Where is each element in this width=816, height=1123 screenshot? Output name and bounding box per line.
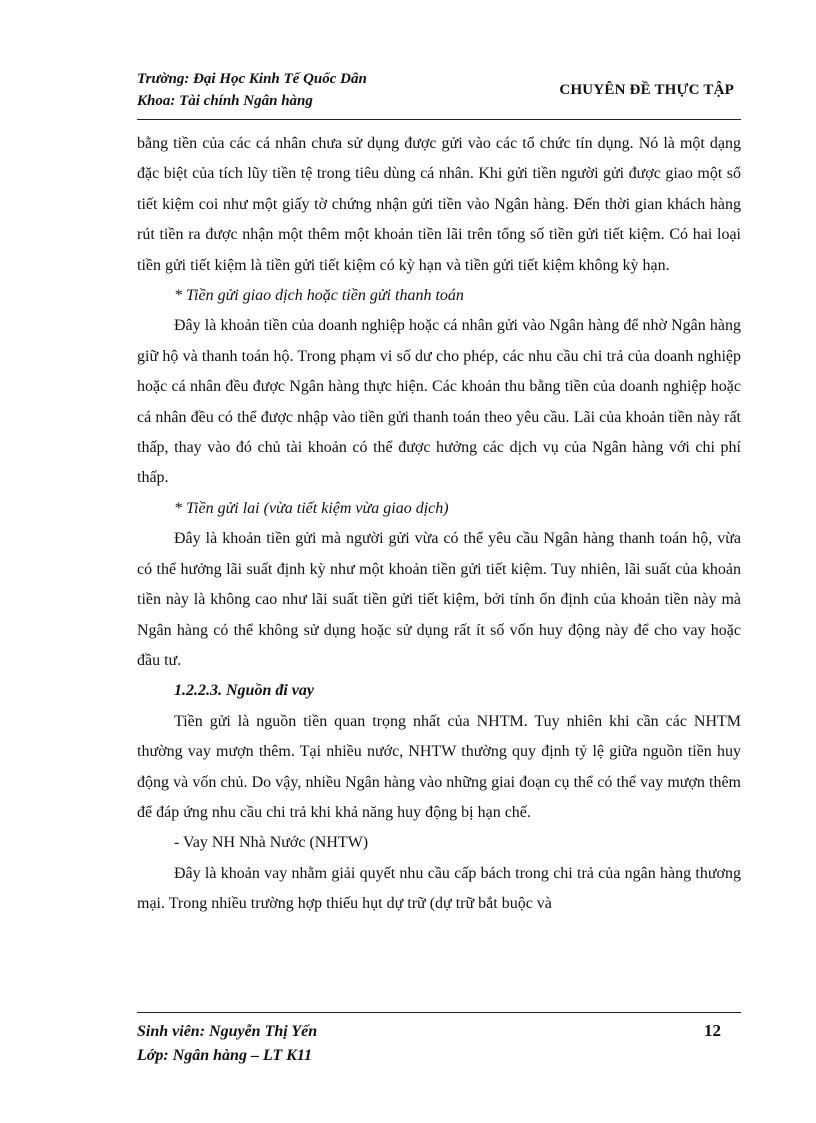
- footer-class: Lớp: Ngân hàng – LT K11: [137, 1047, 312, 1064]
- subheading-transaction-deposit: * Tiền gửi giao dịch hoặc tiền gửi thanh toán: [174, 287, 464, 305]
- paragraph-central-bank-loan: Đây là khoản vay nhằm giải quyết nhu cầu cấp bách trong chi trả của ngân hàng thương mại. Trong nhiều trường hợp thiếu hụt dự trữ (dự trữ bắt buộc và: [137, 864, 741, 913]
- paragraph-hybrid-deposit: Đây là khoản tiền gửi mà người gửi vừa có thể yêu cầu Ngân hàng thanh toán hộ, vừa có thể hưởng lãi suất định kỳ như một khoản tiền gửi tiết kiệm. Tuy nhiên, lãi suất của khoản tiền này là không cao như lãi suất tiền gửi tiết kiệm, bởi tính ổn định của khoản tiền này mà Ngân hàng có thể không sử dụng hoặc sử dụng rất ít số vốn huy động này để cho vay hoặc đầu tư.: [137, 530, 741, 669]
- subheading-central-bank-loan: - Vay NH Nhà Nước (NHTW): [174, 834, 369, 852]
- page-number: 12: [704, 1021, 721, 1040]
- header-school: Trường: Đại Học Kinh Tế Quốc Dân: [137, 71, 367, 87]
- header-doc-type: CHUYÊN ĐỀ THỰC TẬP: [559, 82, 734, 98]
- footer-author: [137, 1020, 317, 1068]
- paragraph-transaction-deposit: Đây là khoản tiền của doanh nghiệp hoặc cá nhân gửi vào Ngân hàng để nhờ Ngân hàng giữ hộ và thanh toán hộ. Trong phạm vi số dư cho phép, các nhu cầu chi trả của doanh nghiệp hoặc cá nhân đều được Ngân hàng thực hiện. Các khoản thu bằng tiền của doanh nghiệp hoặc cá nhân đều có thể được nhập vào tiền gửi thanh toán theo yêu cầu. Lãi của khoản tiền này rất thấp, thay vào đó chủ tài khoản có thể được hưởng các dịch vụ của Ngân hàng với chi phí thấp.: [137, 317, 741, 487]
- paragraph-savings-continuation: bằng tiền của các cá nhân chưa sử dụng được gửi vào các tổ chức tín dụng. Nó là một dạng đặc biệt của tích lũy tiền tệ trong tiêu dùng cá nhân. Khi gửi tiền người gửi được giao một sổ tiết kiệm coi như một giấy tờ chứng nhận gửi tiền vào Ngân hàng. Đến thời gian khách hàng rút tiền ra được nhận một thêm một khoản tiền lãi trên tổng số tiền gửi tiết kiệm. Có hai loại tiền gửi tiết kiệm là tiền gửi tiết kiệm có kỳ hạn và tiền gửi tiết kiệm không kỳ hạn.: [137, 135, 741, 274]
- section-heading-borrowed-funds: 1.2.2.3. Nguồn đi vay: [174, 682, 314, 700]
- footer-divider: [137, 1012, 741, 1013]
- footer-student: Sinh viên: Nguyễn Thị Yến: [137, 1023, 318, 1040]
- header-divider: [137, 119, 741, 120]
- subheading-hybrid-deposit: * Tiền gửi lai (vừa tiết kiệm vừa giao dịch): [174, 499, 449, 517]
- header-institution: [137, 68, 367, 112]
- paragraph-borrowed-funds: Tiền gửi là nguồn tiền quan trọng nhất của NHTM. Tuy nhiên khi cần các NHTM thường vay mượn thêm. Tại nhiều nước, NHTW thường quy định tỷ lệ giữa nguồn tiền huy động và vốn chủ. Do vậy, nhiều Ngân hàng vào những giai đoạn cụ thể có thể vay mượn thêm để đáp ứng nhu cầu chi trả khi khả năng huy động bị hạn chế.: [137, 712, 741, 821]
- header-faculty: Khoa: Tài chính Ngân hàng: [137, 93, 313, 109]
- document-body: [137, 129, 741, 920]
